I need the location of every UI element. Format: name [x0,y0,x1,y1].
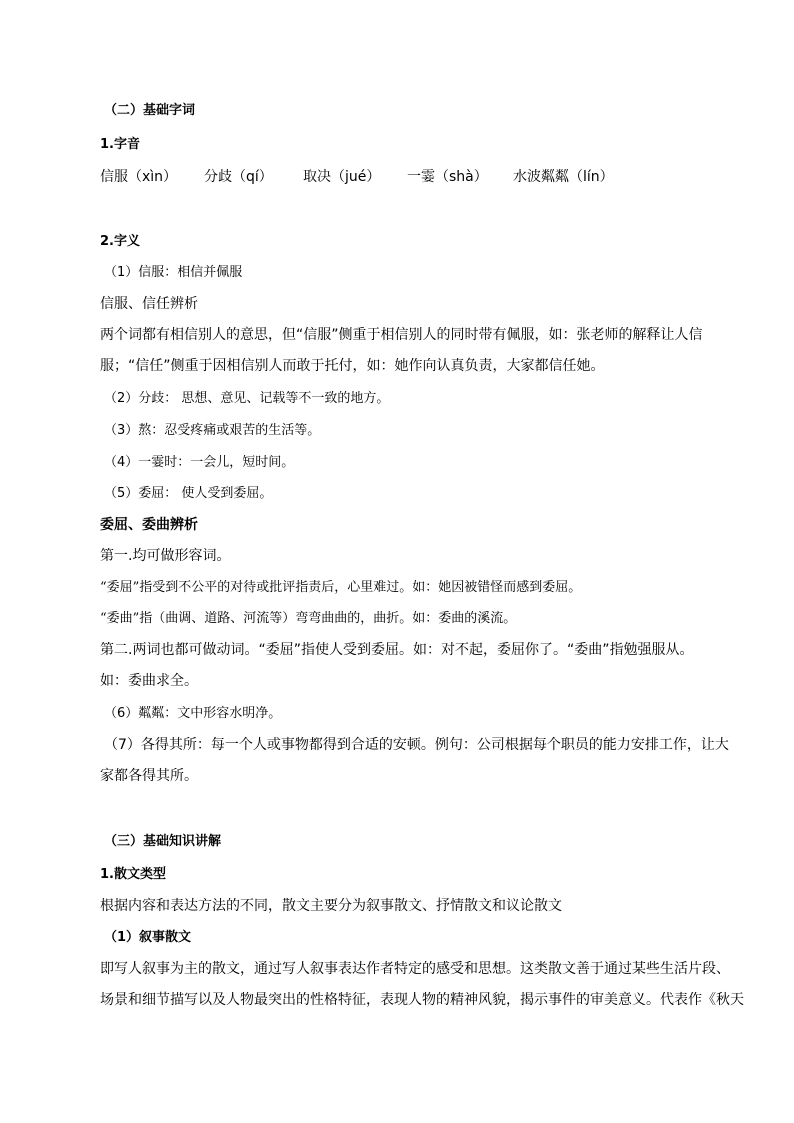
compare-detail-a: “委屈”指受到不公平的对待或批评指责后，心里难过。如：她因被错怪而感到委屈。 [100,580,582,595]
pinyin-item: 信服（xìn） [100,169,178,185]
pinyin-item: 水波粼粼（lín） [513,169,614,185]
compare-first: 第一.均可做形容词。 [100,548,231,564]
definition-5: （5）委屈： 使人受到委屈。 [104,486,273,501]
pinyin-item: 分歧（qí） [204,169,273,185]
subheading-narrative-prose: （1）叙事散文 [104,930,192,945]
compare-title-1: 信服、信任辨析 [100,296,198,312]
definition-6: （6）粼粼：文中形容水明净。 [104,706,282,721]
section-heading-knowledge: （三）基础知识讲解 [104,834,222,849]
compare-text-1-cont: 服；“信任”侧重于因相信别人而敢于托付，如：她作向认真负责，大家都信任她。 [100,358,605,374]
subheading-prose-types: 1.散文类型 [100,867,166,882]
section-heading-basic-words: （二）基础字词 [104,103,196,118]
definition-4: （4）一霎时：一会儿，短时间。 [104,455,295,470]
compare-second: 第二.两词也都可做动词。“委屈”指使人受到委屈。如：对不起，委屈你了。“委曲”指勉强服从。 [100,642,694,658]
narrative-text: 即写人叙事为主的散文，通过写人叙事表达作者特定的感受和思想。这类散文善于通过某些生活片段、 [100,961,730,977]
pinyin-item: 一霎（shà） [407,169,488,185]
compare-text-1: 两个词都有相信别人的意思，但“信服”侧重于相信别人的同时带有佩服，如：张老师的解释让人信 [100,327,703,343]
definition-1: （1）信服：相信并佩服 [104,265,243,280]
pinyin-row [100,170,720,186]
subheading-meaning: 2.字义 [100,234,140,249]
subheading-pronunciation: 1.字音 [100,137,140,152]
prose-types-intro: 根据内容和表达方法的不同，散文主要分为叙事散文、抒情散文和议论散文 [100,898,562,914]
narrative-text-cont: 场景和细节描写以及人物最突出的性格特征，表现人物的精神风貌，揭示事件的审美意义。代表作《秋天 [100,992,744,1008]
definition-2: （2）分歧： 思想、意见、记载等不一致的地方。 [104,391,390,406]
definition-3: （3）熬：忍受疼痛或艰苦的生活等。 [104,423,321,438]
compare-second-cont: 如：委曲求全。 [100,673,198,689]
compare-title-2: 委屈、委曲辨析 [100,517,198,533]
definition-7-cont: 家都各得其所。 [100,768,198,784]
pinyin-item: 取决（jué） [303,169,381,185]
definition-7: （7）各得其所：每一个人或事物都得到合适的安顿。例句：公司根据每个职员的能力安排工作，让大 [104,737,729,753]
compare-detail-b: “委曲”指（曲调、道路、河流等）弯弯曲曲的，曲折。如：委曲的溪流。 [100,611,517,626]
